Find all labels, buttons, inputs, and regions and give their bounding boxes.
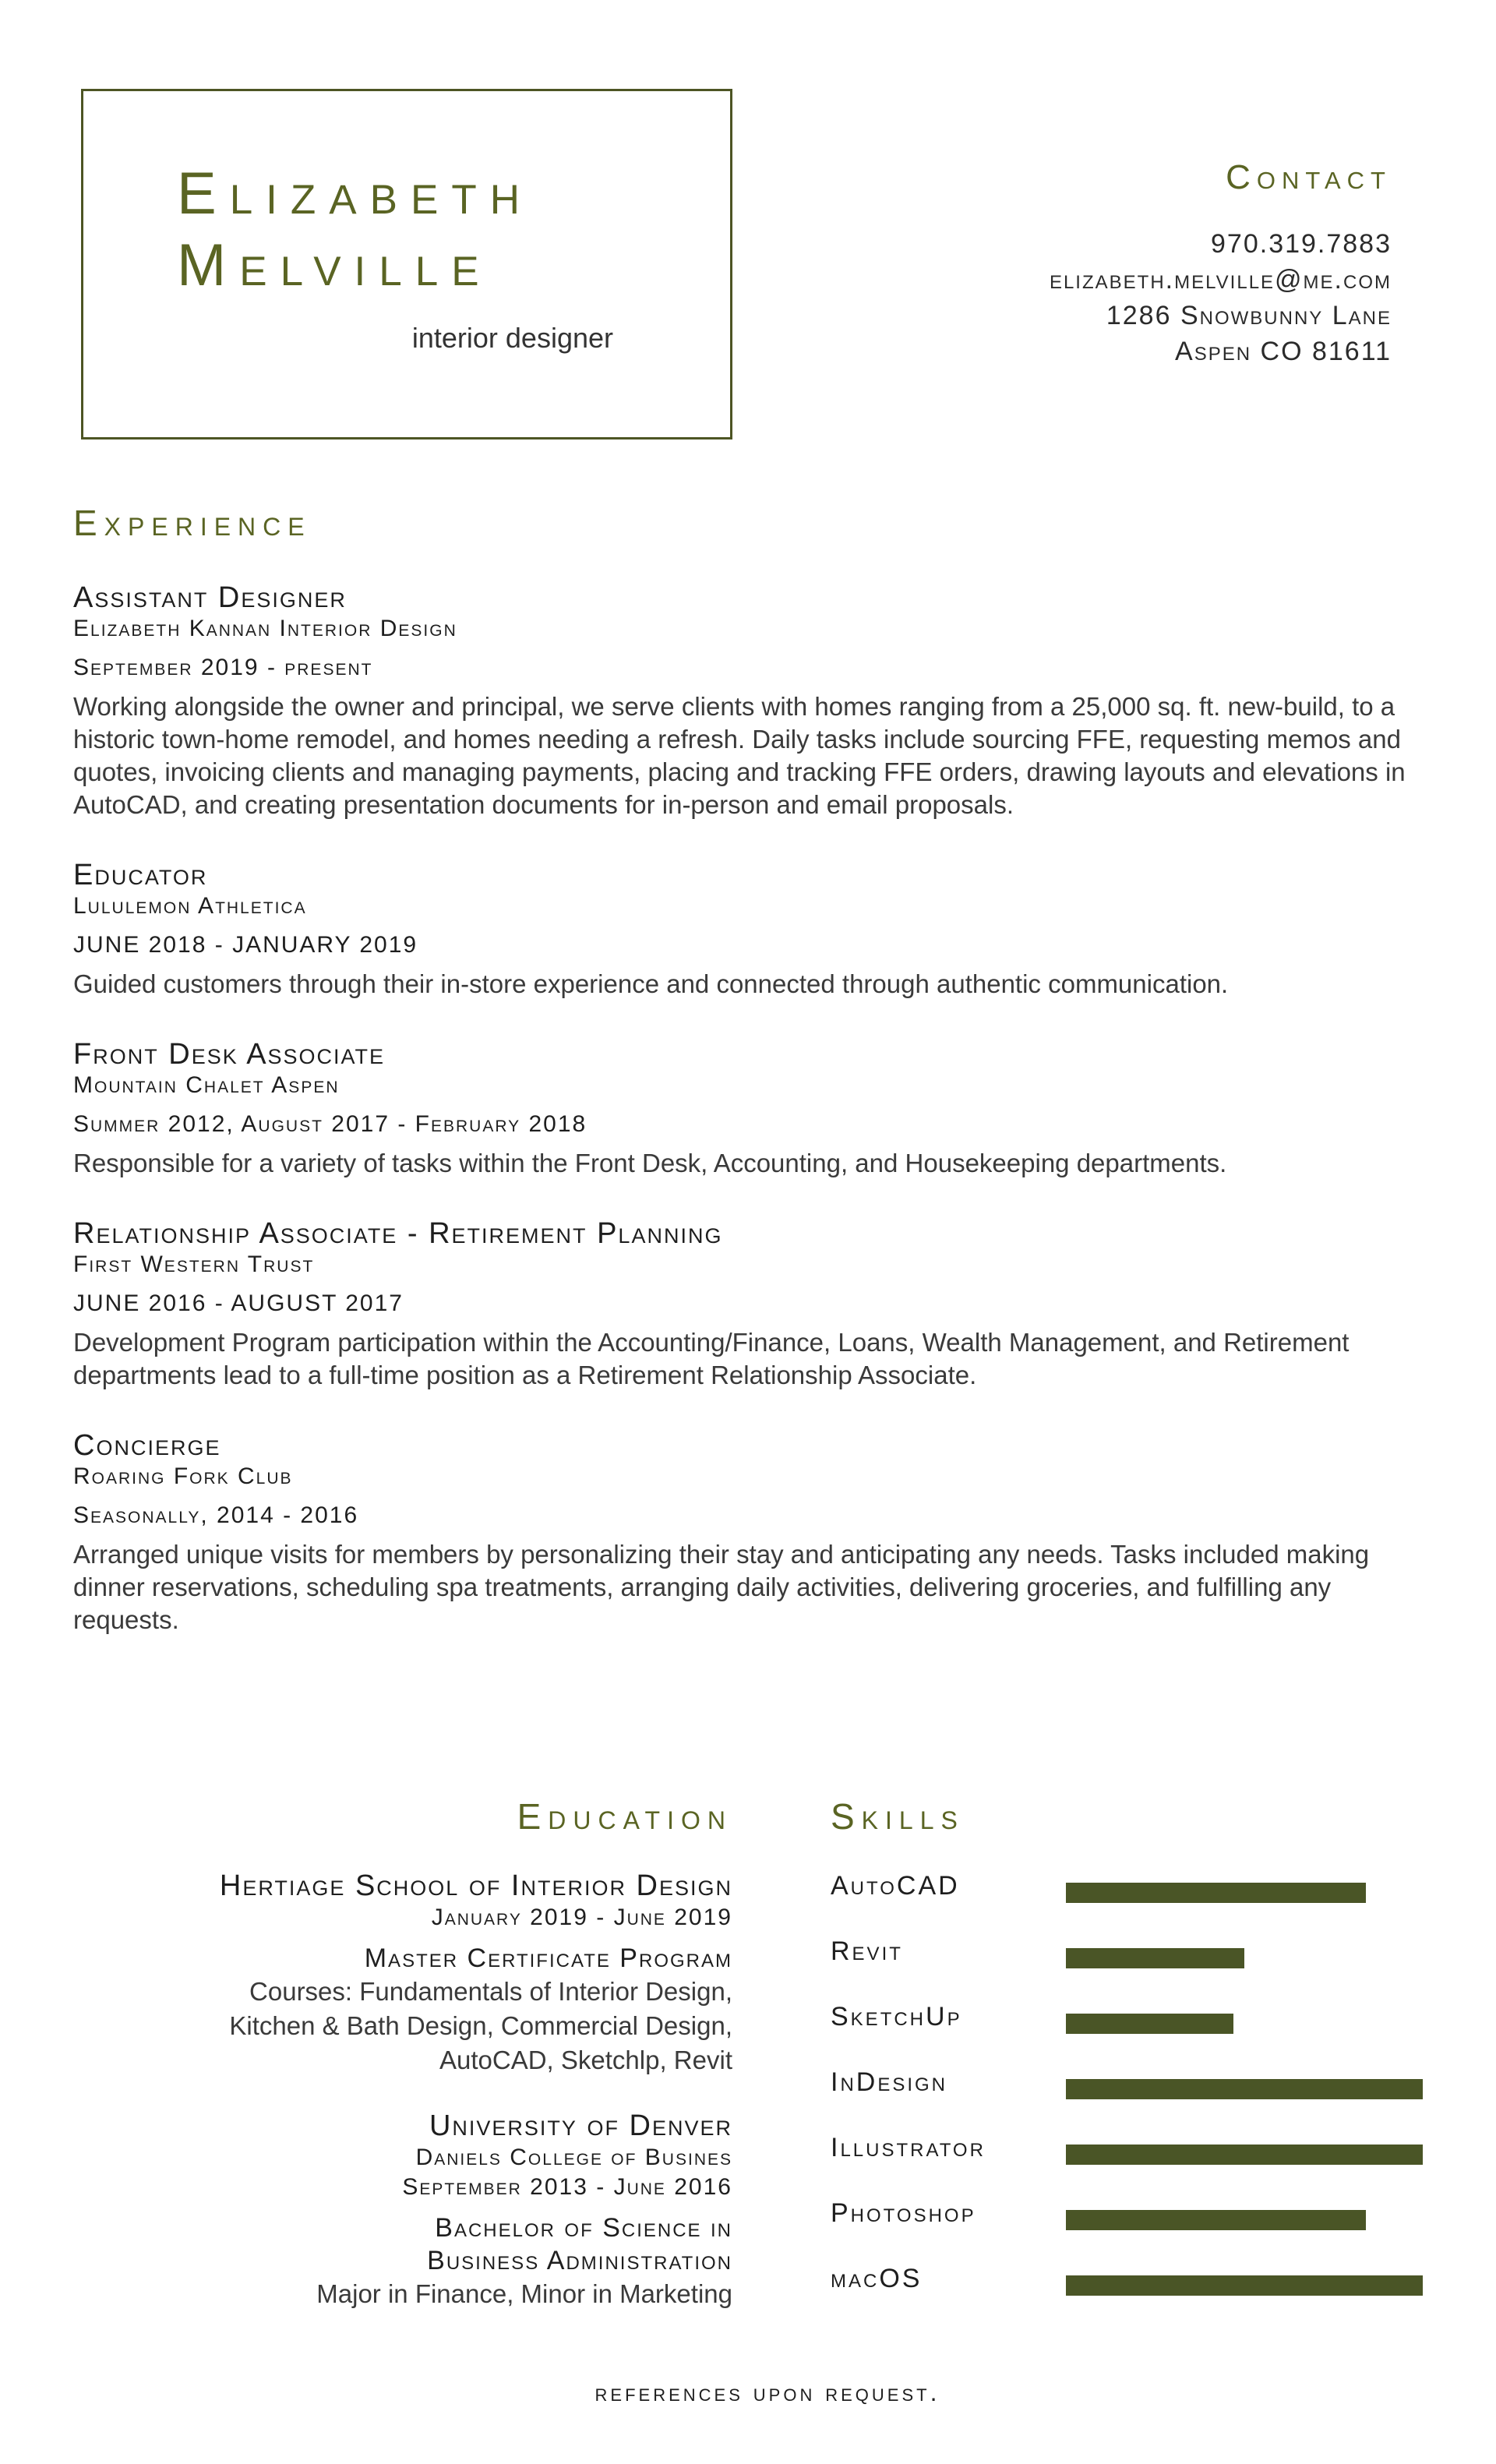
job-company: Lululemon Athletica	[73, 893, 307, 919]
skill-row	[831, 2001, 1431, 2067]
edu-program: Master Certificate Program	[364, 1943, 732, 1973]
skill-row	[831, 2263, 1431, 2328]
edu-detail: Kitchen & Bath Design, Commercial Design,	[229, 2011, 732, 2040]
job-title: Concierge	[73, 1429, 221, 1462]
job-company: Roaring Fork Club	[73, 1463, 293, 1489]
name-box	[81, 89, 732, 439]
job-company: Mountain Chalet Aspen	[73, 1072, 340, 1098]
experience-section	[73, 505, 1429, 1674]
job-description: Guided customers through their in-store experience and connected through authentic communication.	[73, 969, 1229, 998]
edu-dates: January 2019 - June 2019	[431, 1904, 732, 1930]
job-title: Front Desk Associate	[73, 1038, 386, 1071]
skill-row	[831, 2197, 1431, 2263]
edu-detail: Courses: Fundamentals of Interior Design,	[249, 1977, 732, 2006]
skill-level-bar	[1066, 2014, 1233, 2034]
job-title: Assistant Designer	[73, 581, 347, 614]
skills-heading: Skills	[831, 1796, 965, 1837]
job-dates: Seasonally, 2014 - 2016	[73, 1502, 359, 1528]
edu-dates: September 2013 - June 2016	[402, 2174, 732, 2200]
education-entry	[73, 2109, 732, 2311]
job-entry	[73, 1217, 1429, 1392]
skills-section	[831, 1796, 1431, 2328]
skill-label: SketchUp	[831, 2002, 962, 2032]
contact-section	[768, 158, 1392, 369]
experience-heading: Experience	[73, 503, 312, 543]
skill-label: InDesign	[831, 2067, 948, 2097]
job-entry	[73, 859, 1429, 1001]
skill-label: Illustrator	[831, 2133, 986, 2162]
contact-address-line1: 1286 Snowbunny Lane	[1106, 301, 1392, 330]
edu-department: Daniels College of Busines	[415, 2145, 732, 2170]
job-dates: Summer 2012, August 2017 - February 2018	[73, 1111, 587, 1137]
skill-row	[831, 1936, 1431, 2001]
skill-level-bar	[1066, 2079, 1423, 2099]
education-heading: Education	[517, 1796, 732, 1837]
name-last: Melville	[177, 232, 492, 298]
job-description: Arranged unique visits for members by personalizing their stay and anticipating any needs. Tasks included making dinner reservations, scheduling spa treatments, arranging daily activities, delivering groceries, and fulfilling any requests.	[73, 1540, 1370, 1634]
job-company: First Western Trust	[73, 1251, 315, 1277]
skill-row	[831, 2132, 1431, 2197]
job-entry	[73, 1429, 1429, 1636]
contact-phone[interactable]: 970.319.7883	[1211, 229, 1392, 259]
job-dates: September 2019 - present	[73, 655, 373, 680]
skill-label: AutoCAD	[831, 1871, 960, 1901]
job-description: Responsible for a variety of tasks within the Front Desk, Accounting, and Housekeeping departments.	[73, 1149, 1227, 1177]
job-dates: JUNE 2016 - AUGUST 2017	[73, 1290, 404, 1316]
skill-row	[831, 2067, 1431, 2132]
skill-level-bar	[1066, 2275, 1423, 2296]
edu-detail: AutoCAD, Sketchlp, Revit	[439, 2046, 732, 2074]
job-entry	[73, 581, 1429, 821]
contact-address-line2: Aspen CO 81611	[1175, 337, 1392, 366]
education-entry	[73, 1869, 732, 2077]
edu-program: Business Administration	[427, 2246, 732, 2275]
job-description: Development Program participation within the Accounting/Finance, Loans, Wealth Management, and Retirement departments lead to a full-time position as a Retirement Relationship Associate.	[73, 1328, 1350, 1389]
job-dates: JUNE 2018 - JANUARY 2019	[73, 932, 418, 958]
skill-label: macOS	[831, 2264, 923, 2293]
tagline: interior designer	[411, 322, 613, 354]
job-company: Elizabeth Kannan Interior Design	[73, 616, 457, 641]
edu-school: University of Denver	[429, 2109, 732, 2142]
edu-detail: Major in Finance, Minor in Marketing	[316, 2279, 732, 2308]
references-note: references upon request.	[595, 2378, 940, 2406]
education-section	[73, 1796, 732, 2342]
skill-level-bar	[1066, 2145, 1423, 2165]
contact-email[interactable]: elizabeth.melville@me.com	[1049, 265, 1392, 295]
job-entry	[73, 1038, 1429, 1180]
job-title: Educator	[73, 859, 208, 891]
job-description: Working alongside the owner and principal, we serve clients with homes ranging from a 25,000 sq. ft. new-build, to a historic town-home remodel, and homes needing a refresh. Daily tasks include sourcing FFE, requesting memos and quotes, invoicing clients and managing payments, placing and tracking FFE orders, drawing layouts and elevations in AutoCAD, and creating presentation documents for in-person and email proposals.	[73, 692, 1406, 819]
skill-list	[831, 1870, 1431, 2328]
skill-row	[831, 1870, 1431, 1936]
name-first: Elizabeth	[177, 161, 533, 227]
skill-label: Photoshop	[831, 2198, 976, 2228]
job-title: Relationship Associate - Retirement Planning	[73, 1217, 723, 1250]
contact-heading: Contact	[1226, 158, 1392, 196]
skill-level-bar	[1066, 2210, 1366, 2230]
skill-level-bar	[1066, 1948, 1244, 1968]
edu-school: Hertiage School of Interior Design	[219, 1869, 732, 1902]
edu-program: Bachelor of Science in	[435, 2213, 732, 2243]
skill-label: Revit	[831, 1936, 903, 1966]
skill-level-bar	[1066, 1883, 1366, 1903]
